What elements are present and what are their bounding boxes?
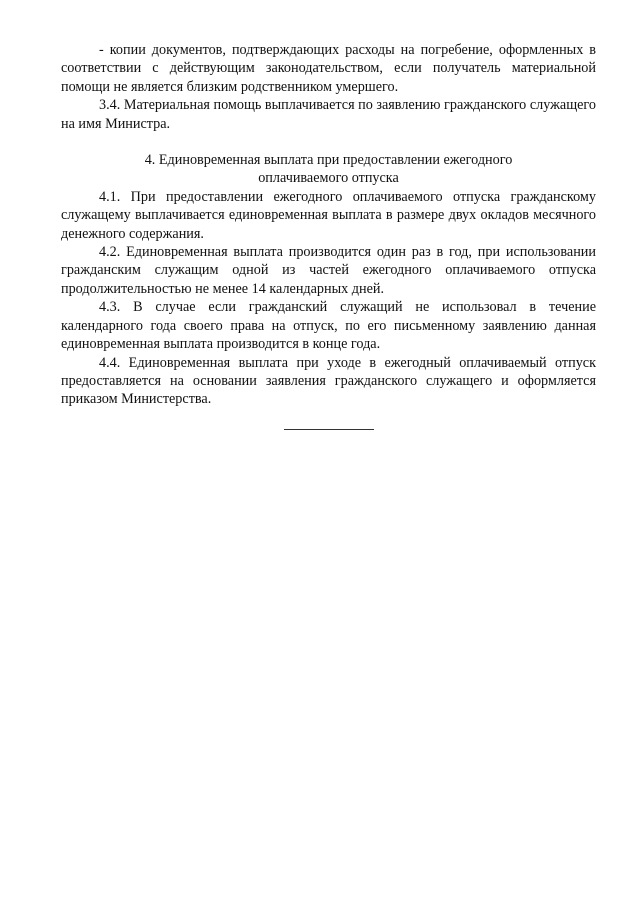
end-divider-line bbox=[284, 429, 374, 430]
paragraph-3-4: 3.4. Материальная помощь выплачивается по заявлению гражданского служащего на имя Министра. bbox=[61, 97, 596, 132]
paragraph-4-3: 4.3. В случае если гражданский служащий не использовал в течение календарного года своего права на отпуск, по его письменному заявлению данная единовременная выплата производится в конце года. bbox=[61, 299, 596, 353]
section-4-heading bbox=[61, 151, 596, 188]
document-body bbox=[61, 41, 596, 430]
section-4-heading-line-2: оплачиваемого отпуска bbox=[258, 170, 399, 187]
paragraph-funeral-documents: - копии документов, подтверждающих расходы на погребение, оформленных в соответствии с действующим законодательством, если получатель материальной помощи не является близким родственником умершего. bbox=[61, 42, 596, 95]
paragraph-4-1: 4.1. При предоставлении ежегодного оплачиваемого отпуска гражданскому служащему выплачивается единовременная выплата в размере двух окладов месячного денежного содержания. bbox=[61, 188, 596, 242]
paragraph-4-2: 4.2. Единовременная выплата производится один раз в год, при использовании гражданским служащим одной из частей ежегодного оплачиваемого отпуска продолжительностью не менее 14 календарных дней. bbox=[61, 244, 596, 297]
paragraph-4-4: 4.4. Единовременная выплата при уходе в ежегодный оплачиваемый отпуск предоставляется на основании заявления гражданского служащего и оформляется приказом Министерства. bbox=[61, 354, 596, 408]
section-4-heading-line-1: 4. Единовременная выплата при предоставлении ежегодного bbox=[144, 152, 513, 169]
